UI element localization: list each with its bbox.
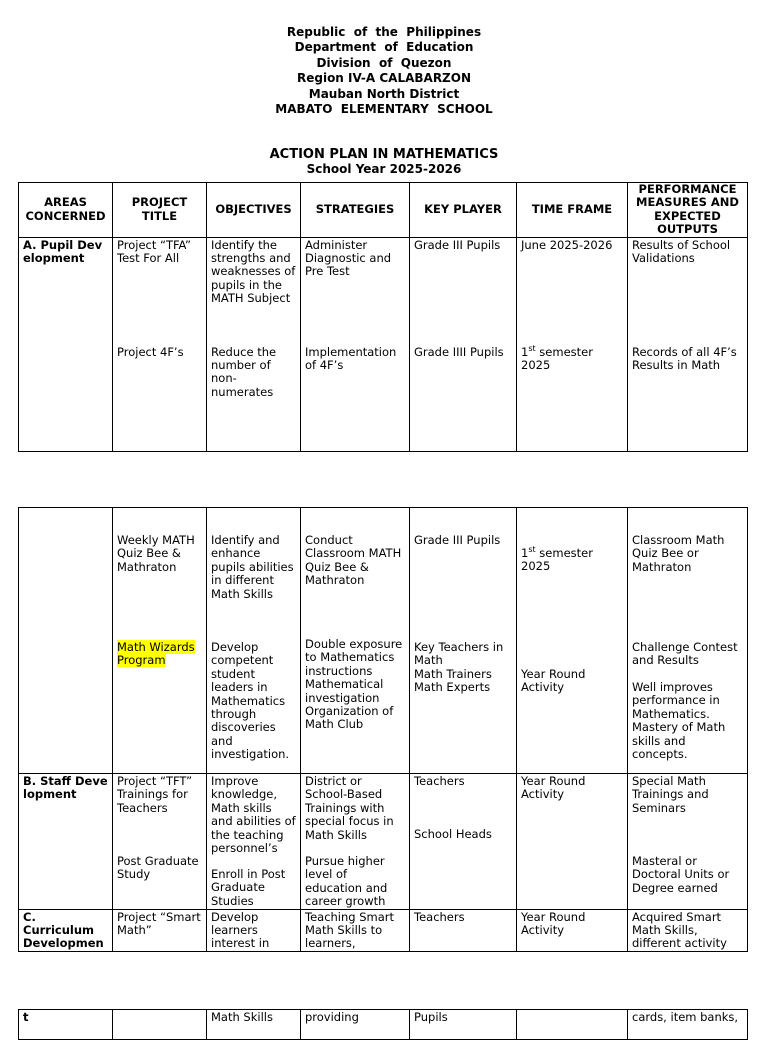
action-plan-table-1 [18, 182, 748, 452]
strategy-cell: Teaching Smart Math Skills to learners, [301, 909, 410, 951]
key-player-cell: Pupils [410, 1010, 517, 1040]
strategy-cell: providing [301, 1010, 410, 1040]
project-cell: Project “Smart Math” [113, 909, 207, 951]
header-line: Republic of the Philippines [286, 25, 482, 39]
cell-text: Pursue higher level of education and career growth [305, 854, 388, 909]
cell-text: Teachers [414, 774, 465, 788]
output-cell [628, 508, 748, 774]
table-row [19, 1010, 748, 1040]
project-cell [113, 237, 207, 451]
project-cell [113, 1010, 207, 1040]
strategy-cell [301, 508, 410, 774]
area-cell: A. Pupil Development [19, 237, 113, 451]
column-header: PERFORMANCE MEASURES AND EXPECTED OUTPUTS [628, 183, 748, 238]
area-cell: B. Staff Development [19, 774, 113, 910]
action-plan-table-3 [18, 1009, 748, 1040]
column-header: KEY PLAYER [410, 183, 517, 238]
cell-text: Year Round Activity [521, 774, 586, 802]
output-cell: cards, item banks, [628, 1010, 748, 1040]
key-player-cell [410, 774, 517, 910]
strategy-cell [301, 774, 410, 910]
cell-text: Records of all 4F’s Results in Math [632, 344, 737, 373]
time-frame-cell [517, 774, 628, 910]
header-line: Department of Education [294, 40, 474, 55]
column-header: PROJECT TITLE [113, 183, 207, 238]
cell-text: Grade III Pupils [414, 237, 501, 252]
cell-text: Project “TFT” Trainings for Teachers [117, 774, 193, 815]
cell-text: School Heads [414, 827, 492, 841]
strategy-cell [301, 237, 410, 451]
table-row [19, 237, 748, 451]
key-player-cell: Teachers [410, 909, 517, 951]
cell-text: Weekly MATH Quiz Bee & Mathraton [117, 533, 195, 574]
document-subtitle: School Year 2025-2026 [306, 162, 462, 176]
cell-text: Mathematical investigation [305, 677, 384, 705]
cell-text: Project 4F’s [117, 344, 184, 359]
cell-text: Reduce the number of non-numerates [211, 344, 277, 399]
column-header: OBJECTIVES [207, 183, 301, 238]
cell-text: Project “TFA” Test For All [117, 237, 191, 266]
area-cell: t [19, 1010, 113, 1040]
highlighted-project-title: Math Wizards Program [117, 640, 195, 668]
cell-text: Administer Diagnostic and Pre Test [305, 237, 392, 279]
cell-text: Enroll in Post Graduate Studies [211, 867, 286, 908]
objective-cell: Develop learners interest in [207, 909, 301, 951]
project-cell [113, 774, 207, 910]
document-title: ACTION PLAN IN MATHEMATICS [269, 147, 499, 162]
header-line: MABATO ELEMENTARY SCHOOL [275, 102, 493, 117]
column-header: STRATEGIES [301, 183, 410, 238]
cell-text: Year Round Activity [521, 667, 586, 695]
cell-text: Key Teachers in Math [414, 640, 504, 668]
project-cell [113, 508, 207, 774]
action-plan-table-2 [18, 507, 748, 952]
cell-text: 1st semester 2025 [521, 343, 593, 373]
cell-text: Classroom Math Quiz Bee or Mathraton [632, 533, 725, 574]
cell-text: 1st semester 2025 [521, 545, 593, 574]
cell-text: Develop competent student leaders in Mathematics through discoveries and investigation. [211, 640, 290, 762]
cell-text: Organization of Math Club [305, 704, 394, 732]
objective-cell [207, 508, 301, 774]
output-cell [628, 237, 748, 451]
cell-text: Conduct Classroom MATH Quiz Bee & Mathraton [305, 533, 402, 588]
cell-text: District or School-Based Trainings with special focus in Math Skills [305, 774, 394, 842]
output-cell [628, 774, 748, 910]
cell-text: Math Trainers [414, 666, 492, 681]
cell-text: Math Experts [414, 680, 491, 695]
cell-text: June 2025-2026 [521, 237, 613, 252]
cell-text: Special Math Trainings and Seminars [632, 774, 709, 815]
table-row [19, 508, 748, 774]
area-cell: C. Curriculum Developmen [19, 909, 113, 951]
cell-text: Double exposure to Mathematics instructions [305, 637, 403, 678]
letterhead [0, 25, 768, 117]
header-line: Region IV-A CALABARZON [296, 71, 472, 86]
objective-cell [207, 774, 301, 910]
header-line: Division of Quezon [316, 55, 452, 70]
cell-text: Grade III Pupils [414, 533, 501, 547]
objective-cell [207, 237, 301, 451]
cell-text: Grade IIII Pupils [414, 344, 504, 359]
header-line: Mauban North District [308, 86, 460, 101]
table-row [19, 909, 748, 951]
key-player-cell [410, 237, 517, 451]
objective-cell: Math Skills [207, 1010, 301, 1040]
cell-text: Improve knowledge, Math skills and abilities of the teaching personnel’s [211, 774, 296, 856]
time-frame-cell [517, 508, 628, 774]
cell-text: Identify the strengths and weaknesses of pupils in the MATH Subject [211, 237, 296, 306]
cell-text: Implementation of 4F’s [305, 344, 397, 373]
cell-text: Challenge Contest and Results [632, 640, 738, 668]
cell-text: Results of School Validations [632, 237, 731, 266]
time-frame-cell: Year Round Activity [517, 909, 628, 951]
key-player-cell [410, 508, 517, 774]
time-frame-cell [517, 1010, 628, 1040]
cell-text: Well improves performance in Mathematics. Mastery of Math skills and concepts. [632, 680, 726, 762]
column-header: TIME FRAME [517, 183, 628, 238]
cell-text: Masteral or Doctoral Units or Degree earned [632, 854, 730, 895]
table-row [19, 774, 748, 910]
cell-text: Identify and enhance pupils abilities in different Math Skills [211, 533, 294, 601]
column-header: AREAS CONCERNED [19, 183, 113, 238]
output-cell: Acquired Smart Math Skills, different activity [628, 909, 748, 951]
table-header-row [19, 183, 748, 238]
area-cell [19, 508, 113, 774]
time-frame-cell [517, 237, 628, 451]
cell-text: Post Graduate Study [117, 854, 199, 882]
